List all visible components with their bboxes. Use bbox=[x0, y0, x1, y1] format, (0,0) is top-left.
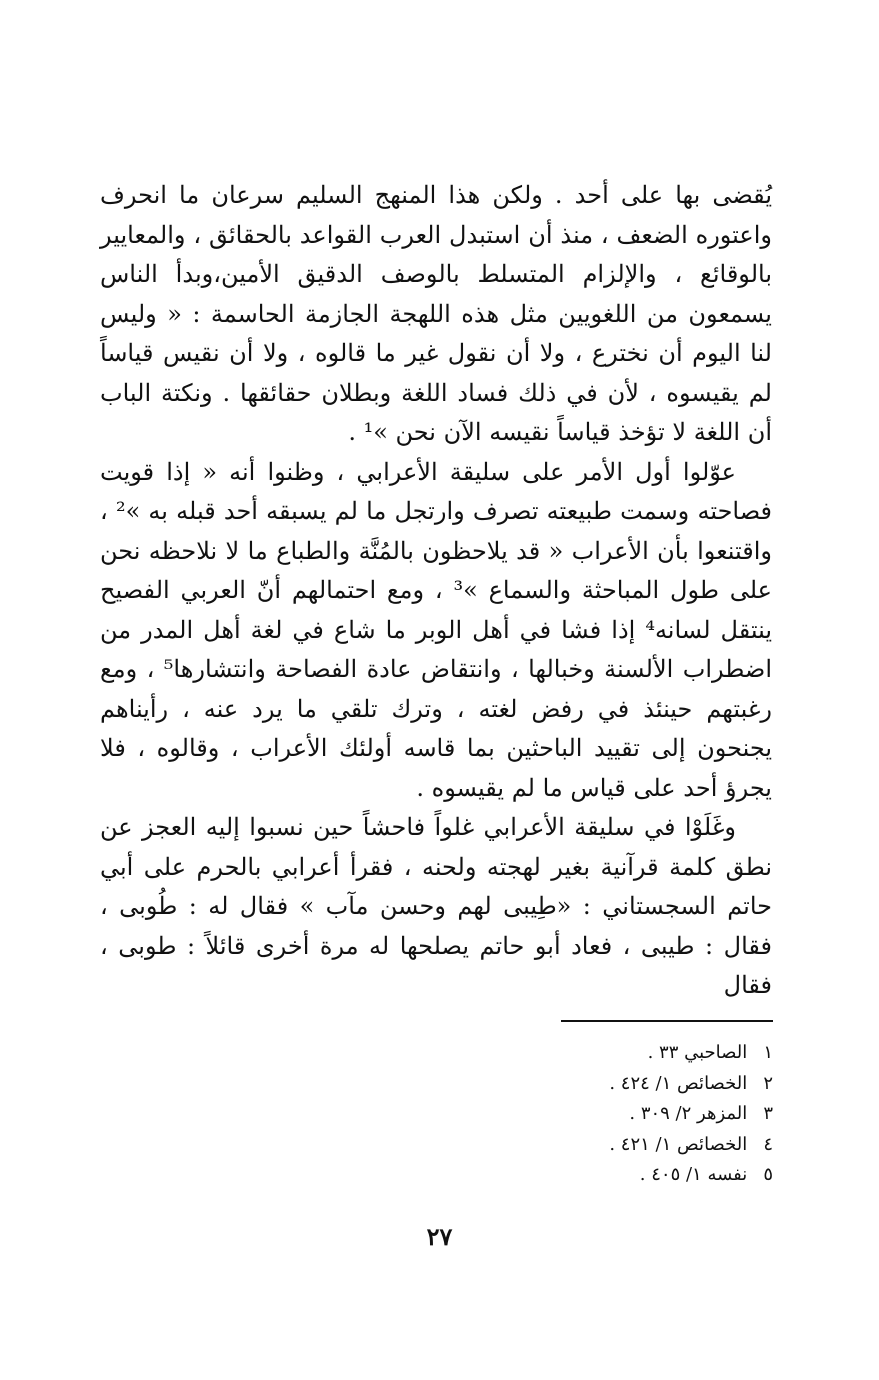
paragraph-3: وغَلَوْا في سليقة الأعرابي غلواً فاحشاً حين نسبوا إليه العجز عن نطق كلمة قرآنية بغير لهجته ولحنه ، فقرأ أعرابي بالحرم على أبي حاتم السجستاني : «طِيبى لهم وحسن مآب » فقال له : طُوبى ، فقال : طيبى ، فعاد أبو حاتم يصلحها له مرة أخرى قائلاً : طوبى ، فقال bbox=[100, 813, 772, 999]
footnote-number: ٣ bbox=[763, 1103, 773, 1124]
footnotes bbox=[400, 1038, 773, 1191]
paragraph-1: يُقضى بها على أحد . ولكن هذا المنهج السليم سرعان ما انحرف واعتوره الضعف ، منذ أن استبدل العرب القواعد بالحقائق ، والمعايير بالوقائع ، والإلزام المتسلط بالوصف الدقيق الأمين،وبدأ الناس يسمعون من اللغويين مثل هذه اللهجة الجازمة الحاسمة : « وليس لنا اليوم أن نخترع ، ولا أن نقول غير ما قالوه ، ولا أن نقيس قياساً لم يقيسوه ، لأن في ذلك فساد اللغة وبطلان حقائقها . ونكتة الباب أن اللغة لا تؤخذ قياساً نقيسه الآن نحن »¹ . bbox=[100, 181, 773, 446]
page-number: ٢٧ bbox=[426, 1222, 453, 1251]
footnote-2 bbox=[400, 1069, 773, 1100]
footnote-text: الخصائص ١/ ٤٢٤ . bbox=[609, 1072, 748, 1094]
footnote-1 bbox=[400, 1038, 773, 1069]
paragraph-2: عوّلوا أول الأمر على سليقة الأعرابي ، وظنوا أنه « إذا قويت فصاحته وسمت طبيعته تصرف وارتجل ما لم يسبقه أحد قبله به »² ، واقتنعوا بأن الأعراب « قد يلاحظون بالمُنَّة والطباع ما لا نلاحظه نحن على طول المباحثة والسماع »³ ، ومع احتمالهم أنّ العربي الفصيح ينتقل لسانه⁴ إذا فشا في أهل الوبر ما شاع في لغة أهل المدر من اضطراب الألسنة وخبالها ، وانتقاض عادة الفصاحة وانتشارها⁵ ، ومع رغبتهم حينئذ في رفض لغته ، وترك تلقي ما يرد عنه ، رأيناهم يجنحون إلى تقييد الباحثين بما قاسه أولئك الأعراب ، وقالوه ، فلا يجرؤ أحد على قياس ما لم يقيسوه . bbox=[100, 457, 773, 802]
footnote-separator bbox=[561, 1020, 773, 1022]
footnote-number: ١ bbox=[763, 1042, 773, 1063]
footnote-5 bbox=[400, 1160, 773, 1191]
footnote-3 bbox=[400, 1099, 773, 1130]
footnote-number: ٢ bbox=[763, 1072, 773, 1094]
footnote-text: المزهر ٢/ ٣٠٩ . bbox=[629, 1103, 748, 1124]
footnote-number: ٥ bbox=[763, 1164, 773, 1185]
footnote-text: الخصائص ١/ ٤٢١ . bbox=[609, 1133, 748, 1155]
footnote-text: نفسه ١/ ٤٠٥ . bbox=[639, 1164, 748, 1185]
main-text bbox=[100, 176, 772, 1006]
footnote-4 bbox=[400, 1130, 773, 1161]
footnote-text: الصاحبي ٣٣ . bbox=[647, 1042, 748, 1063]
footnote-number: ٤ bbox=[763, 1133, 773, 1155]
